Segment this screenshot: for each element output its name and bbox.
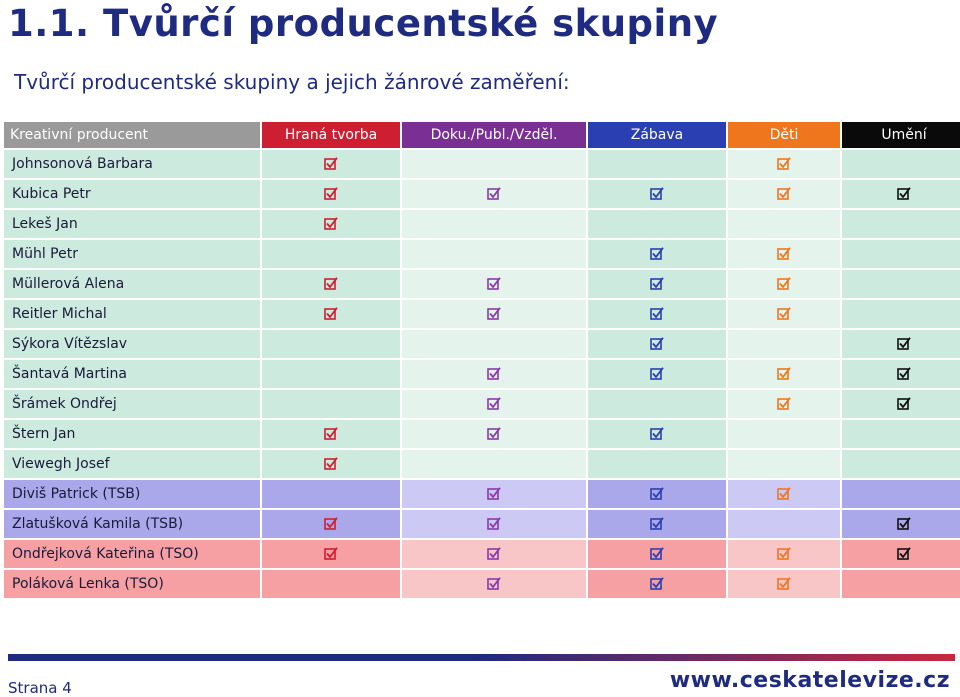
table-header-row [4, 122, 960, 148]
genre-cell-documentary [402, 510, 586, 538]
genre-cell-entertainment [588, 150, 726, 178]
table-row [4, 420, 960, 448]
genre-cell-documentary [402, 360, 586, 388]
genre-cell-drama [262, 330, 400, 358]
genre-cell-children [728, 270, 840, 298]
checked-box-icon [777, 577, 791, 591]
genre-cell-children [728, 390, 840, 418]
genre-cell-drama [262, 450, 400, 478]
checked-box-icon [650, 307, 664, 321]
genre-cell-documentary [402, 480, 586, 508]
genre-cell-children [728, 420, 840, 448]
genre-cell-drama [262, 270, 400, 298]
checked-box-icon [487, 397, 501, 411]
table-row [4, 450, 960, 478]
genre-cell-drama [262, 240, 400, 268]
producer-name: Šrámek Ondřej [4, 390, 260, 418]
page-number-label: Strana 4 [8, 679, 72, 697]
checked-box-icon [324, 427, 338, 441]
producer-name: Lekeš Jan [4, 210, 260, 238]
genre-cell-drama [262, 360, 400, 388]
table-row [4, 330, 960, 358]
genre-cell-art [842, 540, 960, 568]
genre-cell-art [842, 510, 960, 538]
checked-box-icon [777, 487, 791, 501]
table-row [4, 360, 960, 388]
producer-name: Poláková Lenka (TSO) [4, 570, 260, 598]
genre-cell-children [728, 210, 840, 238]
checked-box-icon [324, 187, 338, 201]
checked-box-icon [324, 307, 338, 321]
genre-cell-documentary [402, 150, 586, 178]
column-header-entertainment: Zábava [588, 122, 726, 148]
checked-box-icon [650, 187, 664, 201]
producer-name: Štern Jan [4, 420, 260, 448]
page-subtitle: Tvůrčí producentské skupiny a jejich žánrové zaměření: [14, 70, 570, 94]
checked-box-icon [487, 547, 501, 561]
genre-cell-documentary [402, 540, 586, 568]
genre-cell-drama [262, 300, 400, 328]
genre-cell-children [728, 300, 840, 328]
checked-box-icon [650, 427, 664, 441]
table-row [4, 240, 960, 268]
genre-cell-children [728, 150, 840, 178]
producer-name: Šantavá Martina [4, 360, 260, 388]
producer-name: Mühl Petr [4, 240, 260, 268]
checked-box-icon [777, 547, 791, 561]
checked-box-icon [777, 277, 791, 291]
genre-cell-documentary [402, 390, 586, 418]
genre-cell-children [728, 540, 840, 568]
checked-box-icon [777, 247, 791, 261]
genre-cell-entertainment [588, 390, 726, 418]
checked-box-icon [487, 487, 501, 501]
brand-url: www.ceskatelevize.cz [669, 668, 950, 693]
genre-cell-documentary [402, 450, 586, 478]
checked-box-icon [487, 187, 501, 201]
table-row [4, 150, 960, 178]
genre-cell-art [842, 450, 960, 478]
genre-cell-art [842, 180, 960, 208]
genre-cell-documentary [402, 570, 586, 598]
checked-box-icon [324, 517, 338, 531]
genre-cell-entertainment [588, 300, 726, 328]
checked-box-icon [897, 187, 911, 201]
genre-cell-children [728, 450, 840, 478]
genre-cell-documentary [402, 420, 586, 448]
table-row [4, 180, 960, 208]
genre-cell-art [842, 360, 960, 388]
table-row [4, 390, 960, 418]
genre-cell-drama [262, 540, 400, 568]
genre-cell-entertainment [588, 450, 726, 478]
checked-box-icon [324, 277, 338, 291]
genre-cell-drama [262, 510, 400, 538]
genre-cell-children [728, 360, 840, 388]
genre-cell-entertainment [588, 360, 726, 388]
genre-cell-art [842, 390, 960, 418]
table-row [4, 210, 960, 238]
producer-name: Sýkora Vítězslav [4, 330, 260, 358]
genre-cell-art [842, 420, 960, 448]
genre-cell-art [842, 240, 960, 268]
genre-cell-drama [262, 150, 400, 178]
checked-box-icon [324, 217, 338, 231]
column-header-children: Děti [728, 122, 840, 148]
genre-cell-drama [262, 210, 400, 238]
genre-cell-entertainment [588, 270, 726, 298]
checked-box-icon [324, 547, 338, 561]
genre-cell-art [842, 480, 960, 508]
checked-box-icon [487, 277, 501, 291]
checked-box-icon [777, 157, 791, 171]
producer-genre-table [2, 120, 960, 600]
genre-cell-entertainment [588, 180, 726, 208]
checked-box-icon [650, 547, 664, 561]
genre-cell-documentary [402, 330, 586, 358]
producer-name: Kubica Petr [4, 180, 260, 208]
producer-name: Reitler Michal [4, 300, 260, 328]
producer-name: Johnsonová Barbara [4, 150, 260, 178]
genre-cell-children [728, 570, 840, 598]
genre-cell-drama [262, 420, 400, 448]
column-header-drama: Hraná tvorba [262, 122, 400, 148]
genre-cell-art [842, 300, 960, 328]
genre-cell-children [728, 510, 840, 538]
checked-box-icon [650, 247, 664, 261]
genre-cell-art [842, 150, 960, 178]
table-row [4, 510, 960, 538]
table-row [4, 480, 960, 508]
table-body [4, 150, 960, 598]
producer-name: Ondřejková Kateřina (TSO) [4, 540, 260, 568]
footer-divider-bar [8, 654, 955, 661]
checked-box-icon [487, 367, 501, 381]
genre-cell-documentary [402, 210, 586, 238]
genre-cell-entertainment [588, 210, 726, 238]
genre-cell-drama [262, 570, 400, 598]
checked-box-icon [487, 427, 501, 441]
genre-cell-children [728, 180, 840, 208]
checked-box-icon [897, 367, 911, 381]
checked-box-icon [777, 307, 791, 321]
genre-cell-documentary [402, 180, 586, 208]
checked-box-icon [324, 457, 338, 471]
genre-cell-children [728, 240, 840, 268]
genre-cell-documentary [402, 300, 586, 328]
producer-name: Müllerová Alena [4, 270, 260, 298]
checked-box-icon [777, 367, 791, 381]
producer-name: Viewegh Josef [4, 450, 260, 478]
checked-box-icon [650, 577, 664, 591]
checked-box-icon [897, 547, 911, 561]
genre-cell-children [728, 480, 840, 508]
checked-box-icon [487, 517, 501, 531]
checked-box-icon [897, 517, 911, 531]
genre-cell-entertainment [588, 510, 726, 538]
genre-cell-children [728, 330, 840, 358]
table-row [4, 570, 960, 598]
checked-box-icon [777, 397, 791, 411]
checked-box-icon [650, 517, 664, 531]
genre-cell-drama [262, 180, 400, 208]
column-header-producer: Kreativní producent [4, 122, 260, 148]
checked-box-icon [650, 367, 664, 381]
genre-cell-art [842, 570, 960, 598]
checked-box-icon [487, 577, 501, 591]
genre-cell-entertainment [588, 480, 726, 508]
genre-cell-drama [262, 390, 400, 418]
genre-cell-entertainment [588, 330, 726, 358]
column-header-art: Umění [842, 122, 960, 148]
checked-box-icon [650, 487, 664, 501]
page-title: 1.1. Tvůrčí producentské skupiny [8, 2, 719, 45]
producer-name: Diviš Patrick (TSB) [4, 480, 260, 508]
genre-cell-drama [262, 480, 400, 508]
genre-cell-art [842, 330, 960, 358]
genre-cell-entertainment [588, 540, 726, 568]
checked-box-icon [324, 157, 338, 171]
checked-box-icon [897, 337, 911, 351]
checked-box-icon [777, 187, 791, 201]
checked-box-icon [487, 307, 501, 321]
producer-name: Zlatušková Kamila (TSB) [4, 510, 260, 538]
genre-cell-documentary [402, 270, 586, 298]
checked-box-icon [897, 397, 911, 411]
table-row [4, 300, 960, 328]
genre-cell-art [842, 210, 960, 238]
genre-cell-entertainment [588, 240, 726, 268]
genre-cell-documentary [402, 240, 586, 268]
genre-cell-entertainment [588, 570, 726, 598]
checked-box-icon [650, 277, 664, 291]
table-row [4, 540, 960, 568]
table-row [4, 270, 960, 298]
genre-cell-entertainment [588, 420, 726, 448]
column-header-documentary: Doku./Publ./Vzděl. [402, 122, 586, 148]
genre-cell-art [842, 270, 960, 298]
checked-box-icon [650, 337, 664, 351]
